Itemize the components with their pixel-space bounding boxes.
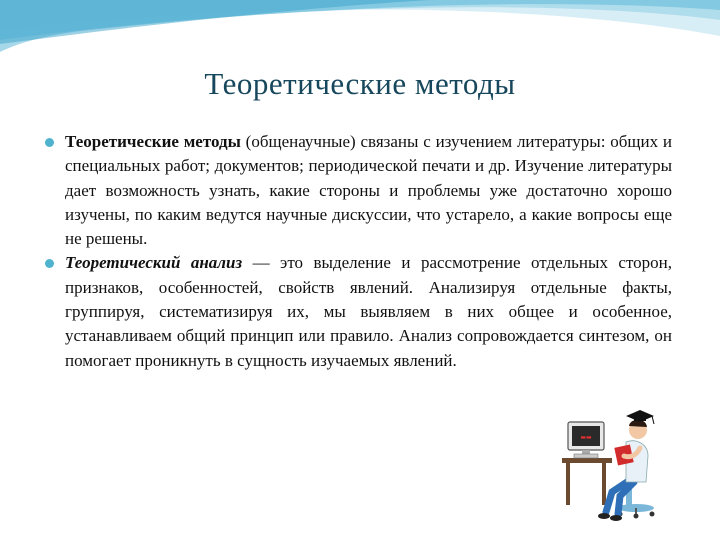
- bullet-list: [48, 130, 672, 373]
- bullet-item-theoretical-analysis: [48, 251, 672, 372]
- bullet-text: [65, 130, 672, 251]
- bullet-dot-icon: [45, 138, 54, 147]
- bullet-item-theoretical-methods: [48, 130, 672, 251]
- bullet-lead: Теоретический анализ: [65, 253, 243, 273]
- bullet-dot-icon: [45, 259, 54, 268]
- svg-text:▬▬: ▬▬: [580, 434, 592, 441]
- bullet-text: [65, 251, 672, 372]
- student-at-computer-icon: [560, 400, 670, 528]
- bullet-body: — это выделение и рассмотрение отдельных сторон, признаков, особенностей, свойств явлений. Анализируя отдельные факты, группируя, систематизируя их, мы выявляем в них общее и особенное, устанавливаем общий принцип или правило. Анализ сопровождается синтезом, он помогает проникнуть в сущность изучаемых явлений.: [65, 253, 672, 370]
- bullet-body: (общенаучные) связаны с изучением литературы: общих и специальных работ; документов; периодической печати и др. Изучение литературы дает возможность узнать, какие стороны и проблемы уже достаточно хорошо изучены, по каким ведутся научные дискуссии, что устарело, а какие вопросы еще не решены.: [65, 132, 672, 249]
- slide-title: Теоретические методы: [204, 66, 516, 101]
- bullet-lead: Теоретические методы: [65, 132, 241, 151]
